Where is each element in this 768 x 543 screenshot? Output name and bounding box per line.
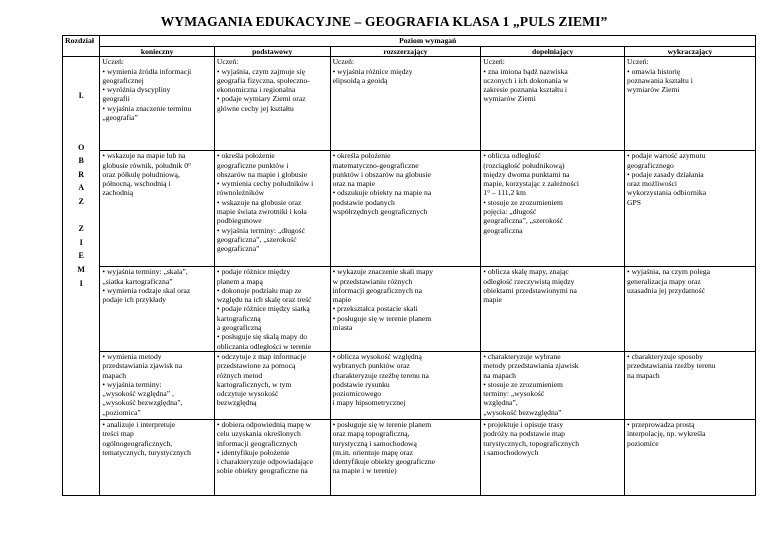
requirement-line: mapach [102, 370, 127, 380]
requirement-cell-konieczny [100, 267, 215, 352]
requirement-cell-podstawowy [214, 57, 330, 151]
requirement-cell-konieczny [100, 419, 215, 495]
requirement-line: podaje ich przykłady [102, 295, 167, 305]
requirement-line: • wskazuje na mapie lub na [102, 151, 186, 161]
table-row [63, 57, 756, 151]
requirement-line: bezwzględną [216, 398, 257, 408]
requirements-table [62, 35, 756, 496]
requirement-line: • zna imiona bądź nazwiska [483, 66, 568, 76]
level-header-rozszerzający: rozszerzający [330, 47, 481, 57]
requirement-line: • wyjaśnia różnice między [332, 66, 413, 76]
requirement-cell-podstawowy [214, 419, 330, 495]
requirement-line: na mapach [627, 370, 660, 380]
requirement-line: GPS [627, 197, 641, 207]
requirement-line: na mapach [483, 370, 516, 380]
requirement-line: „wysokość bezwzględna” [483, 407, 562, 417]
requirement-line: wymiarów Ziemi [483, 94, 536, 104]
requirement-line: • określa położenie [332, 151, 391, 161]
chapter-title-letter: Z [78, 224, 84, 234]
requirement-line: Uczeń: [216, 57, 239, 67]
requirement-line: Uczeń: [102, 57, 124, 67]
level-header-dopełniający: dopełniający [481, 47, 625, 57]
requirement-cell-dopełniający [481, 419, 625, 495]
requirement-line: (m.in. orientuje mapę oraz [332, 447, 413, 457]
requirement-line: • podaje wymiary Ziemi oraz [216, 94, 306, 104]
requirement-line: Uczeń: [332, 57, 355, 67]
requirement-line: „wysokość bezwzględna”, [102, 398, 183, 408]
requirement-line: oraz na mapie [332, 179, 376, 189]
requirement-line: oraz mapą topograficzną, [332, 429, 410, 439]
requirement-line: • wyjaśnia, na czym polega [627, 267, 711, 277]
requirement-line: globusie równik, południk 0° [102, 160, 192, 170]
requirement-line: metody przedstawiania zjawisk [483, 361, 579, 371]
requirement-line: wybranych punktów oraz [332, 361, 410, 371]
requirement-line: podstawie rysunku [332, 379, 390, 389]
requirement-line: Uczeń: [483, 57, 505, 67]
requirement-line: mapie [332, 295, 352, 305]
table-row [63, 351, 756, 419]
requirement-line: • wskazuje na globusie oraz [216, 197, 302, 207]
requirement-line: • charakteryzuje sposoby [627, 351, 704, 361]
requirement-line: sobie obiekty geograficzne na [216, 466, 308, 476]
requirement-line: • identyfikuje położenie [216, 447, 290, 457]
requirement-cell-konieczny [100, 151, 215, 267]
requirement-line: • stosuje ze zrozumieniem [483, 379, 563, 389]
requirement-line: • wyjaśnia, czym zajmuje się [216, 66, 305, 76]
requirement-line: różnych metod [216, 370, 263, 380]
requirement-cell-rozszerzający [330, 351, 481, 419]
requirement-line: podstawie podanych [332, 197, 395, 207]
requirement-line: elipsoidą a geoidą [332, 75, 388, 85]
table-row [63, 419, 756, 495]
requirement-line: kartograficznych, w tym [216, 379, 292, 389]
requirement-line: odczytuje wysokość [216, 389, 279, 399]
requirement-line: ogólnogeograficznych, [102, 438, 173, 448]
requirement-line: treści map [102, 429, 134, 439]
requirement-line: punktów i obszarów na globusie [332, 169, 431, 179]
requirement-line: • stosuje ze zrozumieniem [483, 197, 563, 207]
requirement-line: miasta [332, 323, 353, 333]
requirement-line: terminy: „wysokość [483, 389, 545, 399]
requirement-line: kartograficzną [216, 313, 261, 323]
requirement-line: geograficzna [483, 225, 523, 235]
requirement-line: • oblicza odległość [483, 151, 541, 161]
requirement-line: • wyjaśnia terminy: „długość [216, 225, 305, 235]
requirement-cell-konieczny [100, 351, 215, 419]
requirement-line: oraz półkulę południową, [102, 169, 180, 179]
requirement-line: równoleżników [216, 188, 265, 198]
requirement-line: Uczeń: [627, 57, 649, 67]
chapter-title-vertical [65, 141, 97, 291]
requirement-cell-wykraczający [625, 57, 756, 151]
requirement-cell-podstawowy [214, 267, 330, 352]
requirement-line: • wyjaśnia znaczenie terminu [102, 103, 192, 113]
requirement-line: na mapie i w terenie) [332, 466, 397, 476]
requirement-line: • wykazuje znaczenie skali mapy [332, 267, 434, 277]
requirement-line: • odszukuje obiekty na mapie na [332, 188, 432, 198]
chapter-title-letter: A [78, 183, 85, 193]
requirement-line: geograficzna”, „szerokość [483, 216, 563, 226]
requirement-cell-rozszerzający [330, 57, 481, 151]
requirement-line: • oblicza skalę mapy, znając [483, 267, 569, 277]
requirement-line: • wyjaśnia terminy: „skala”, [102, 267, 188, 277]
chapter-title-letter: I [79, 237, 83, 247]
requirement-line: zakresie poznania kształtu i [483, 85, 568, 95]
table-row [63, 267, 756, 352]
requirement-line: geograficzna” [216, 244, 260, 254]
requirement-line: • podaje zasady działania [627, 169, 704, 179]
requirement-line: ekonomiczna i regionalna [216, 85, 296, 95]
requirement-line: pojęcia: „długość [483, 207, 537, 217]
requirement-line: „wysokość względna” , [102, 389, 174, 399]
requirement-cell-konieczny [100, 57, 215, 151]
requirement-cell-podstawowy [214, 351, 330, 419]
requirement-line: • posługuje się w terenie planem [332, 313, 432, 323]
requirement-line: • omawia historię [627, 66, 681, 76]
requirement-line: • wyjaśnia terminy: [102, 379, 162, 389]
requirement-line: geografii [102, 94, 130, 104]
requirement-line: obszarów na mapie i globusie [216, 169, 308, 179]
requirement-line: przedstawione za pomocą [216, 361, 296, 371]
requirement-line: podbiegunowe [216, 216, 262, 226]
requirement-line: obiektami przedstawionymi na [483, 285, 577, 295]
requirement-line: • posługuje się w terenie planem [332, 419, 432, 429]
requirement-cell-dopełniający [481, 351, 625, 419]
level-group-header: Poziom wymagań [100, 36, 756, 47]
requirement-line: • wymienia rodzaje skal oraz [102, 285, 191, 295]
requirement-line: tematycznych, turystycznych [102, 447, 191, 457]
requirement-line: • przeprowadza prostą [627, 419, 695, 429]
requirement-line: zachodnią [102, 188, 134, 198]
requirement-line: mapie świata zwrotniki i koła [216, 207, 307, 217]
requirement-line: • oblicza wysokość względną [332, 351, 422, 361]
requirement-line: • podaje różnice między siatką [216, 304, 310, 314]
requirement-line: współrzędnych geograficznych [332, 207, 428, 217]
requirement-line: • projektuje i opisuje trasy [483, 419, 564, 429]
requirement-line: wymiarów Ziemi [627, 85, 680, 95]
requirement-line: • określa położenie [216, 151, 275, 161]
requirement-line: • odczytuje z map informacje [216, 351, 306, 361]
requirement-line: geograficzne punktów i [216, 160, 289, 170]
requirement-cell-rozszerzający [330, 419, 481, 495]
requirement-line: identyfikuje obiekty geograficzne [332, 457, 436, 467]
requirement-line: przedstawiania zjawisk na [102, 361, 183, 371]
requirement-line: „siatka kartograficzna” [102, 276, 173, 286]
chapter-cell [63, 57, 100, 496]
requirement-line: między dwoma punktami na [483, 169, 570, 179]
requirement-cell-dopełniający [481, 57, 625, 151]
chapter-title-letter: E [78, 251, 84, 261]
requirement-line: generalizacja mapy oraz [627, 276, 701, 286]
requirement-line: • przekształca postacie skali [332, 304, 418, 314]
requirement-line: geograficznej [102, 75, 144, 85]
requirement-line: poziomicowego [332, 389, 382, 399]
requirement-line: względu na ich skalę oraz treść [216, 295, 312, 305]
requirement-line: geograficzna”, „szerokość [216, 234, 297, 244]
requirement-line: uzasadnia jej przydatność [627, 285, 706, 295]
chapter-title-letter: I [79, 278, 83, 288]
requirement-line: celu uzyskania określonych [216, 429, 301, 439]
requirement-line: turystycznych, topograficznych [483, 438, 580, 448]
level-header-podstawowy: podstawowy [214, 47, 330, 57]
requirement-line: podróży na podstawie map [483, 429, 565, 439]
requirement-line: • wymienia źródła informacji [102, 66, 192, 76]
requirement-cell-dopełniający [481, 151, 625, 267]
requirement-line: oraz możliwości [627, 179, 677, 189]
requirement-line: poznawania kształtu i [627, 75, 693, 85]
requirement-line: mapie, korzystając z zależności [483, 179, 580, 189]
requirement-cell-rozszerzający [330, 267, 481, 352]
requirement-cell-wykraczający [625, 351, 756, 419]
requirement-line: interpolację, np. wykreśla [627, 429, 706, 439]
chapter-column-header: Rozdział [63, 36, 100, 57]
requirement-line: obliczania odległości w terenie [216, 341, 312, 351]
requirement-line: a geograficzną [216, 323, 262, 333]
requirement-line: 1° – 111,2 km [483, 188, 526, 198]
requirement-line: • posługuje się skalą mapy do [216, 332, 308, 342]
chapter-title-letter: B [78, 156, 84, 166]
requirement-cell-podstawowy [214, 151, 330, 267]
requirement-line: względna”, [483, 398, 518, 408]
requirement-line: geograficznego [627, 160, 674, 170]
requirement-line: odległość rzeczywistą między [483, 276, 575, 286]
requirement-line: • podaje wartość azymutu [627, 151, 706, 161]
requirement-line: i charakteryzuje odpowiadające [216, 457, 314, 467]
requirement-line: • wyróżnia dyscypliny [102, 85, 171, 95]
chapter-title-letter: O [78, 142, 85, 152]
requirement-line: wykorzystania odbiornika [627, 188, 707, 198]
requirement-line: • analizuje i interpretuje [102, 419, 176, 429]
requirement-line: geografia fizyczna, społeczno- [216, 75, 310, 85]
requirement-cell-wykraczający [625, 151, 756, 267]
requirement-cell-wykraczający [625, 419, 756, 495]
requirement-line: informacji geograficznych na [332, 285, 422, 295]
requirement-line: • dobiera odpowiednią mapę w [216, 419, 312, 429]
requirement-line: planem a mapą [216, 276, 263, 286]
requirement-line: • wymienia cechy południków i [216, 179, 314, 189]
requirement-line: informacji geograficznych [216, 438, 298, 448]
requirement-line: północną, wschodnią i [102, 179, 171, 189]
requirement-cell-wykraczający [625, 267, 756, 352]
requirement-line: poziomice [627, 438, 659, 448]
requirement-cell-rozszerzający [330, 151, 481, 267]
table-row [63, 151, 756, 267]
requirement-line: główne cechy jej kształtu [216, 103, 294, 113]
requirement-line: „poziomica” [102, 407, 141, 417]
chapter-title-letter: Z [78, 196, 84, 206]
requirement-line: • dokonuje podziału map ze [216, 285, 302, 295]
requirement-line: i samochodowych [483, 447, 539, 457]
requirement-cell-dopełniający [481, 267, 625, 352]
requirement-line: matematyczno-geograficzne [332, 160, 419, 170]
requirement-line: charakteryzuje rzeźbę terenu na [332, 370, 429, 380]
chapter-title-letter [65, 209, 97, 223]
requirement-line: • charakteryzuje wybrane [483, 351, 561, 361]
requirement-line: i mapy hipsometrycznej [332, 398, 406, 408]
chapter-title-letter: R [78, 169, 85, 179]
level-header-konieczny: konieczny [100, 47, 215, 57]
requirement-line: turystyczną i samochodową [332, 438, 417, 448]
chapter-title-letter: M [77, 264, 85, 274]
page-title: WYMAGANIA EDUKACYJNE – GEOGRAFIA KLASA 1 „PULS ZIEMI” [160, 14, 608, 29]
level-header-wykraczający: wykraczający [625, 47, 756, 57]
requirement-line: uczonych i ich dokonania w [483, 75, 569, 85]
chapter-number: I. [78, 91, 84, 101]
requirement-line: mapie [483, 295, 502, 305]
requirement-line: • podaje różnice między [216, 267, 291, 277]
requirement-line: „geografia” [102, 113, 138, 123]
requirement-line: (rozciągłość południkową) [483, 160, 565, 170]
requirement-line: w przedstawianiu różnych [332, 276, 413, 286]
requirement-line: • wymienia metody [102, 351, 162, 361]
requirement-line: przedstawiania rzeźby terenu [627, 361, 716, 371]
